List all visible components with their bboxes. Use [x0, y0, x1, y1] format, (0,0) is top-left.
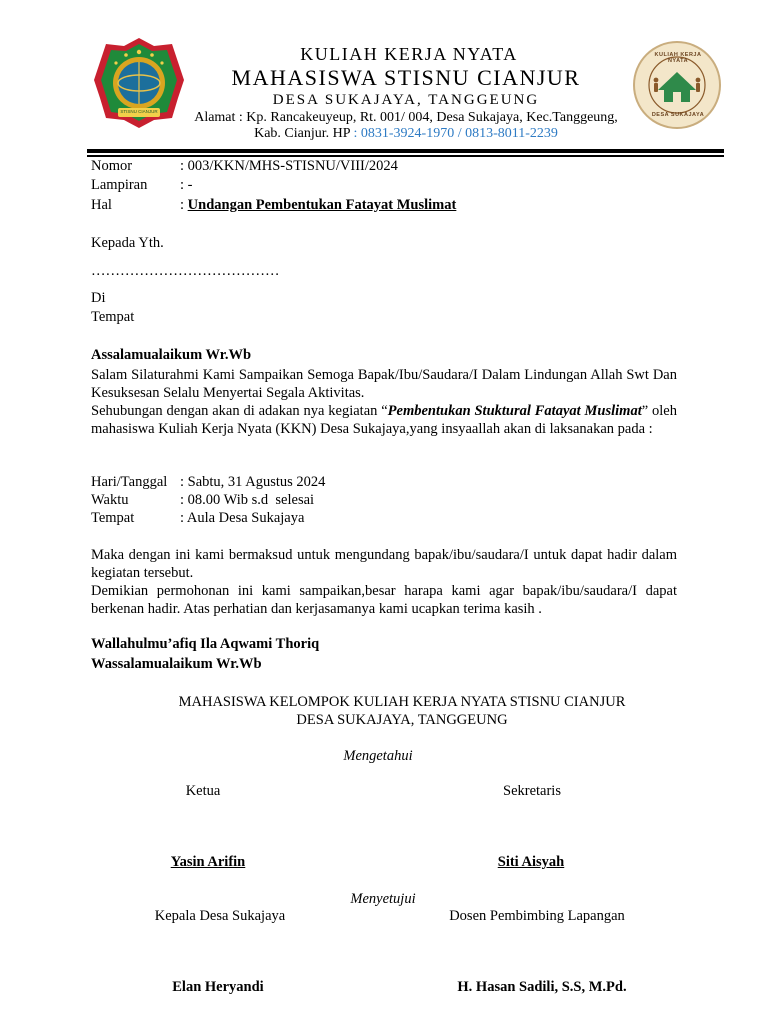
event-name: Pembentukan Stuktural Fatayat Muslimat	[387, 403, 642, 419]
hari-label: Hari/Tanggal	[91, 474, 168, 490]
hal-row	[180, 196, 456, 214]
paragraph-2	[91, 402, 677, 438]
lampiran-value: : -	[180, 177, 193, 193]
menyetujui: Menyetujui	[350, 891, 416, 907]
kepada-yth: Kepada Yth.	[91, 235, 164, 251]
right-logo-bottom-text: DESA SUKAJAYA	[651, 112, 705, 118]
kades-name: Elan Heryandi	[172, 979, 264, 995]
paragraph-1: Salam Silaturahmi Kami Sampaikan Semoga Bapak/Ibu/Saudara/I Dalam Lindungan Allah Swt Dan Kesuksesan Selalu Menyertai Segala Aktivitas.	[91, 367, 677, 401]
address-kab: Kab. Cianjur. HP	[254, 126, 354, 141]
left-logo-banner: STISNU CIANJUR	[120, 109, 158, 114]
sign-group-line-2: DESA SUKAJAYA, TANGGEUNG	[296, 712, 508, 728]
tempat-label: Tempat	[91, 309, 135, 325]
closing-line-2: Wassalamualaikum Wr.Wb	[91, 656, 262, 672]
nomor-label: Nomor	[91, 158, 133, 174]
di-label: Di	[91, 290, 106, 306]
phone-numbers: : 0831-3924-1970 / 0813-8011-2239	[353, 126, 558, 141]
address-line-1: Alamat : Kp. Rancakeuyeup, Rt. 001/ 004, Desa Sukajaya, Kec.Tanggeung,	[194, 110, 618, 125]
sign-group-line-1: MAHASISWA KELOMPOK KULIAH KERJA NYATA STISNU CIANJUR	[178, 694, 626, 710]
header-institution: MAHASISWA STISNU CIANJUR	[231, 65, 581, 90]
closing-line-1: Wallahulmu’afiq Ila Aqwami Thoriq	[91, 636, 320, 652]
waktu-value: : 08.00 Wib s.d selesai	[180, 492, 315, 508]
hal-subject: Undangan Pembentukan Fatayat Muslimat	[187, 197, 457, 213]
mengetahui: Mengetahui	[343, 748, 413, 764]
dosen-role: Dosen Pembimbing Lapangan	[449, 908, 625, 924]
paragraph-2-start: Sehubungan dengan akan di adakan nya kegiatan “	[91, 403, 388, 419]
waktu-label: Waktu	[91, 492, 129, 508]
hari-value: : Sabtu, 31 Agustus 2024	[180, 474, 326, 490]
greeting: Assalamualaikum Wr.Wb	[91, 347, 252, 363]
paragraph-4: Demikian permohonan ini kami sampaikan,besar harapa kami agar bapak/ibu/saudara/I dapat berkenan hadir. Atas perhatian dan kerjasamanya kami ucapkan terima kasih .	[91, 583, 677, 617]
address-line-2	[0, 126, 768, 142]
sekretaris-role: Sekretaris	[503, 783, 561, 799]
paragraph-3: Maka dengan ini kami bermaksud untuk mengundang bapak/ibu/saudara/I untuk dapat hadir dalam kegiatan tersebut.	[91, 547, 677, 581]
sekretaris-name: Siti Aisyah	[497, 854, 565, 870]
lampiran-label: Lampiran	[91, 177, 148, 193]
ketua-role: Ketua	[185, 783, 221, 799]
tempat-event-label: Tempat	[91, 510, 135, 526]
right-logo-top-text: KULIAH KERJA NYATA	[654, 52, 702, 64]
kades-role: Kepala Desa Sukajaya	[154, 908, 286, 924]
recipient-dots: …………………………………	[91, 263, 280, 279]
dosen-name: H. Hasan Sadili, S.S, M.Pd.	[457, 979, 627, 995]
paragraph-2-end: ” oleh mahasiswa Kuliah Kerja Nyata (KKN) Desa Sukajaya,yang insyaallah akan di laksanakan pada :	[91, 403, 677, 437]
ketua-name: Yasin Arifin	[170, 854, 246, 870]
nomor-value: : 003/KKN/MHS-STISNU/VIII/2024	[180, 158, 398, 174]
header-village: DESA SUKAJAYA, TANGGEUNG	[272, 92, 540, 108]
header-kkn: KULIAH KERJA NYATA	[300, 44, 518, 64]
hal-colon: :	[180, 197, 188, 213]
header-address	[0, 110, 768, 142]
header-thick-rule	[87, 149, 724, 153]
hal-label: Hal	[91, 197, 112, 213]
tempat-event-value: : Aula Desa Sukajaya	[180, 510, 305, 526]
